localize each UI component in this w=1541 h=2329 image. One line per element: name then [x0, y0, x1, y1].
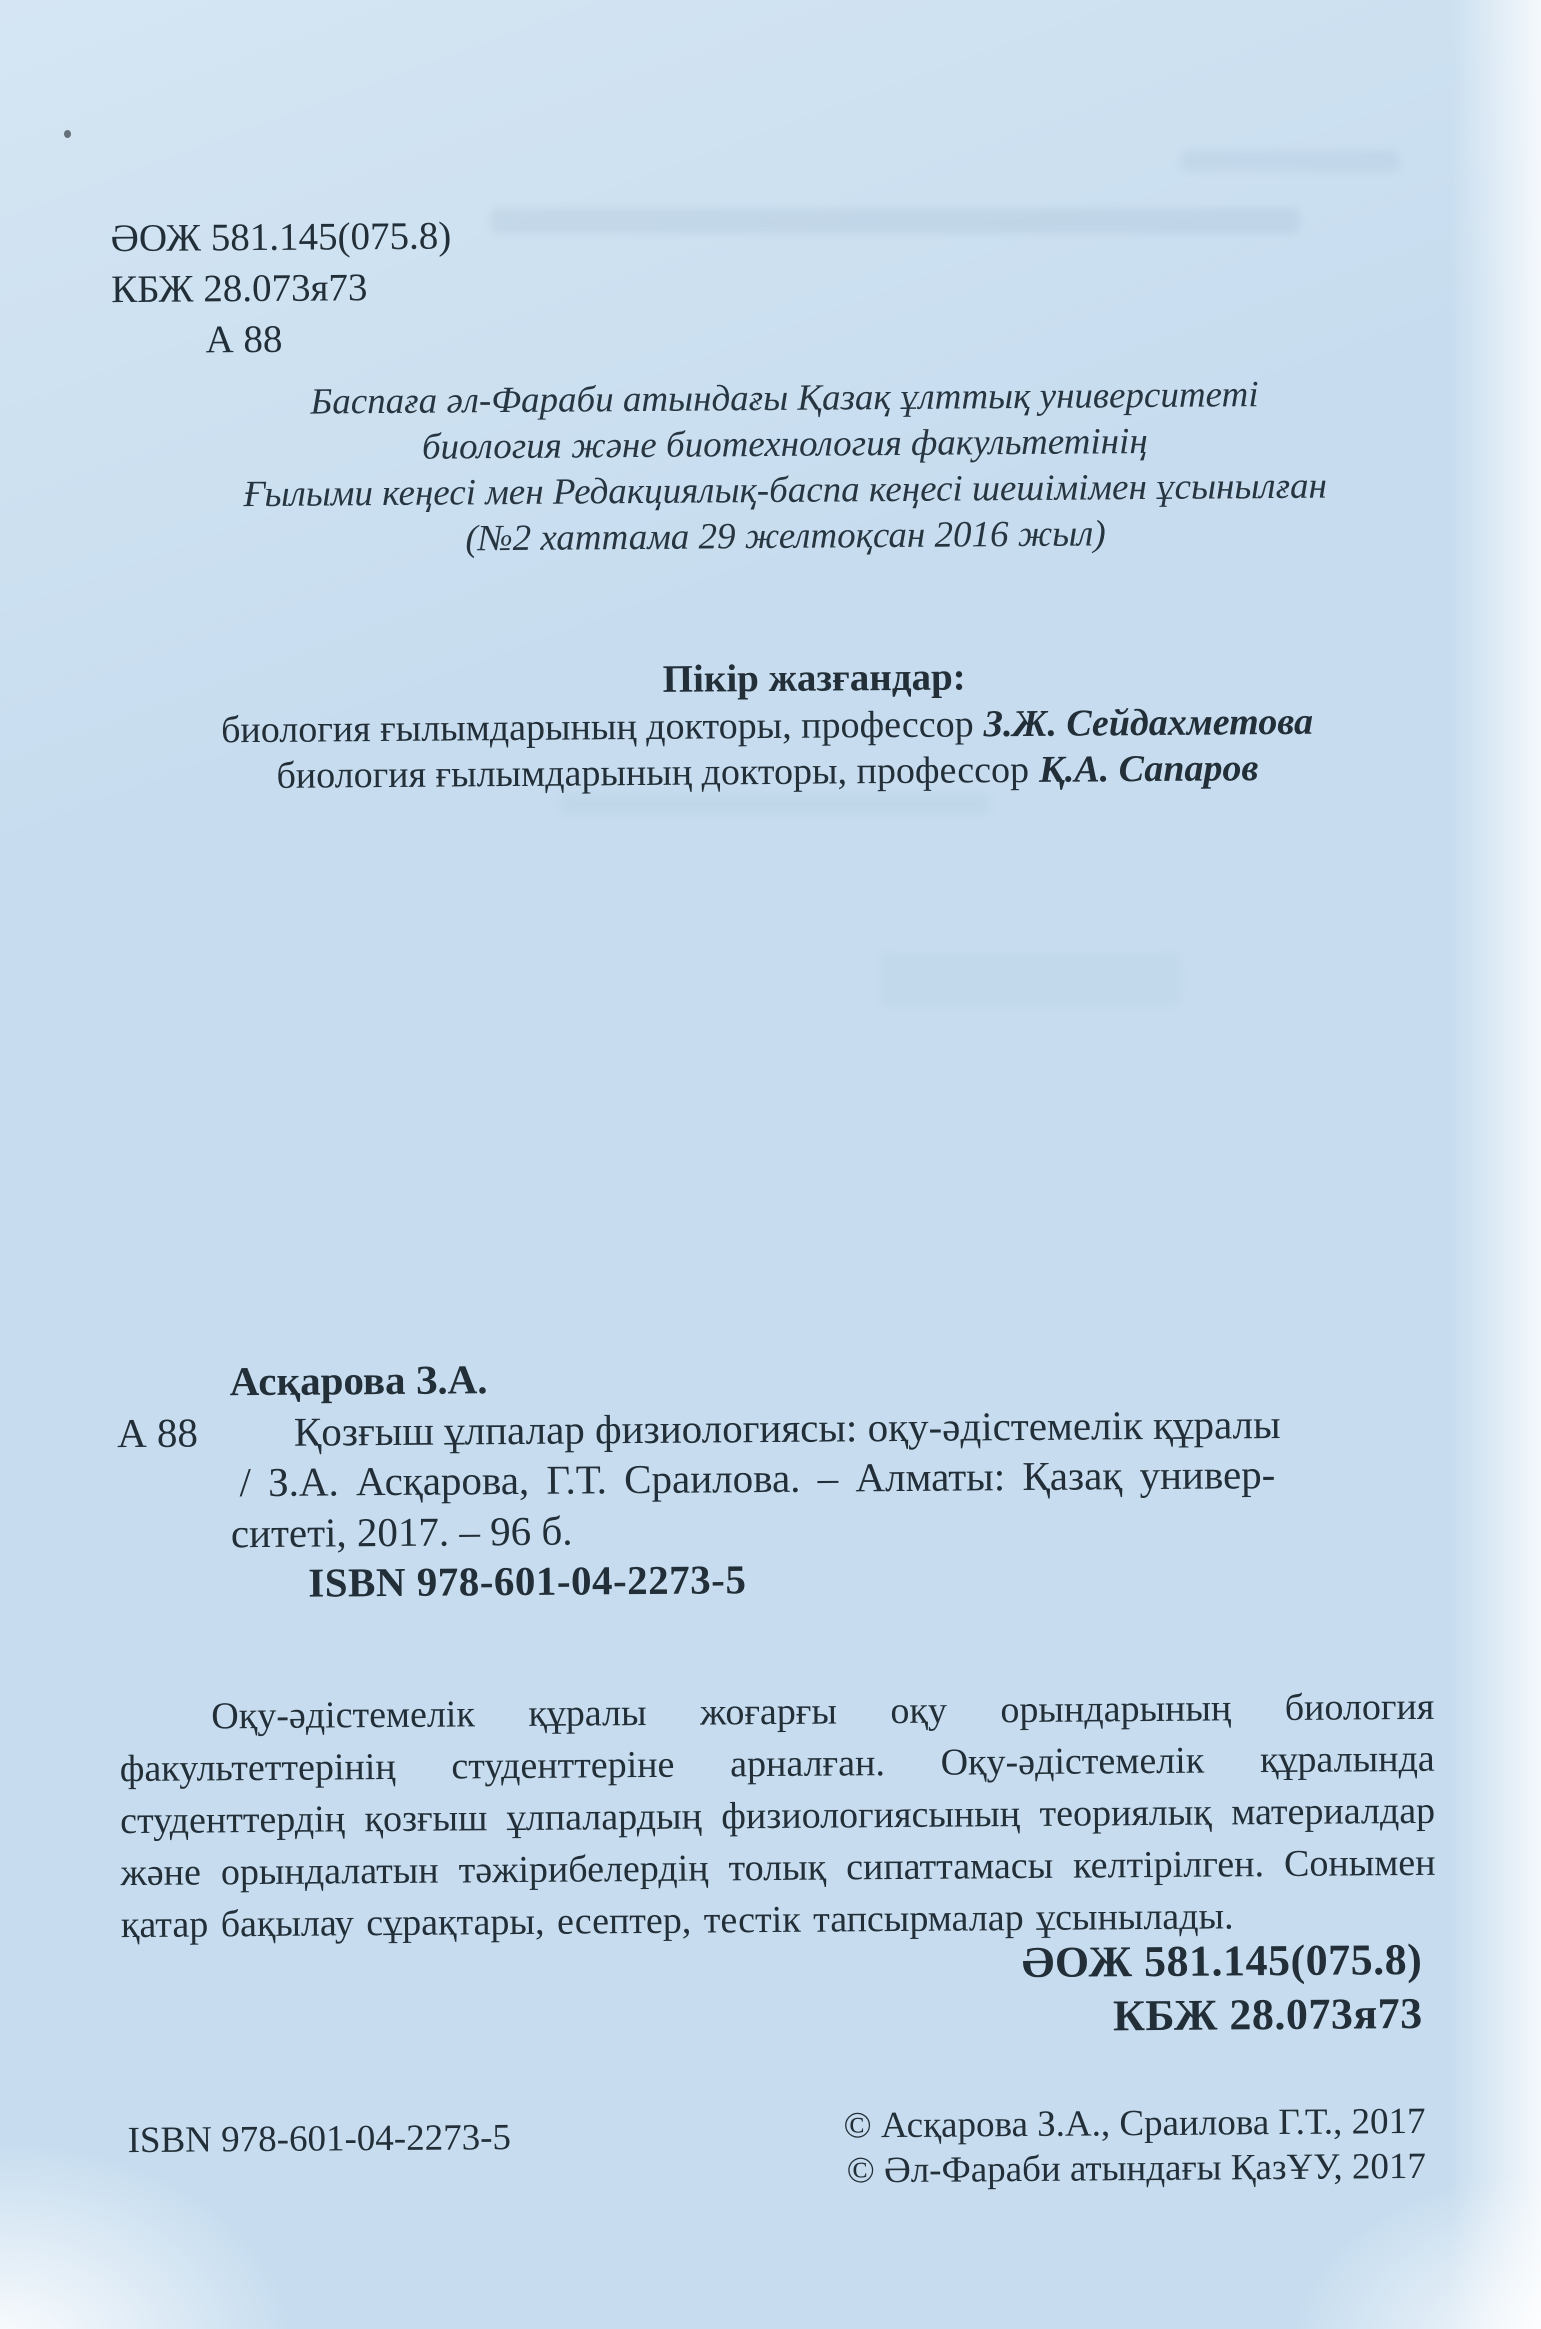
reviewer-name: Қ.А. Сапаров: [1038, 747, 1259, 791]
annotation-paragraph: Оқу-әдістемелік құралы жоғарғы оқу орындарының биология факультеттерінің студенттеріне арналған. Оқу-әдістемелік құралында студенттердің қозғыш ұлпалардың физиологиясының теориялық материалдар және орындалатын тәжірибелердің толық сипаттамасы келтірілген. Сонымен қатар бақылау сұрақтары, есептер, тестік тапсырмалар ұсынылады.: [119, 1685, 1436, 1947]
publication-approval: [34, 370, 1536, 566]
catalog-card: [1, 1348, 1281, 1611]
approval-line: Ғылыми кеңесі мен Редакциялық-баспа кеңесі шешімімен ұсынылған: [243, 465, 1328, 516]
catalog-imprint-line: / З.А. Асқарова, Г.Т. Сраилова. – Алматы: Қазақ универ-: [239, 1451, 1276, 1506]
approval-line: (№2 хаттама 29 желтоқсан 2016 жыл): [465, 513, 1106, 560]
catalog-imprint-line: ситеті, 2017. – 96 б.: [230, 1507, 573, 1556]
approval-line: Баспаға әл-Фараби атындағы Қазақ ұлттық университеті: [310, 374, 1259, 423]
catalog-title: Қозғыш ұлпалар физиологиясы: оқу-әдістемелік құралы: [293, 1400, 1281, 1455]
bbk-code: КБЖ 28.073я73: [110, 266, 368, 312]
bbk-code: КБЖ 28.073я73: [1112, 1988, 1423, 2040]
reviewers-section: [0, 650, 1538, 802]
approval-line: биология және биотехнология факультетінің: [421, 421, 1148, 468]
reviewer-name: З.Ж. Сейдахметова: [983, 700, 1314, 745]
reviewers-heading: Пікір жазғандар:: [662, 655, 966, 701]
footer-isbn: ISBN 978-601-04-2273-5: [127, 2117, 512, 2162]
copyright-block: [843, 2099, 1426, 2194]
udc-code: ӘОЖ 581.145(075.8): [110, 214, 452, 261]
udc-code: ӘОЖ 581.145(075.8): [1021, 1934, 1423, 1988]
bottom-classification-block: [1022, 1933, 1423, 2043]
reviewer-title: биология ғылымдарының докторы, профессор: [220, 702, 974, 751]
reviewer-title: биология ғылымдарының докторы, профессор: [276, 748, 1030, 797]
catalog-isbn: ISBN 978-601-04-2273-5: [308, 1556, 747, 1606]
author-mark: А 88: [205, 317, 283, 362]
catalog-author: Асқарова З.А.: [229, 1356, 488, 1405]
classification-block: [111, 210, 453, 366]
catalog-author-mark: А 88: [116, 1409, 199, 1456]
copyright-line: © Әл-Фараби атындағы ҚазҰУ, 2017: [846, 2145, 1427, 2192]
copyright-line: © Асқарова З.А., Сраилова Г.Т., 2017: [843, 2100, 1426, 2147]
